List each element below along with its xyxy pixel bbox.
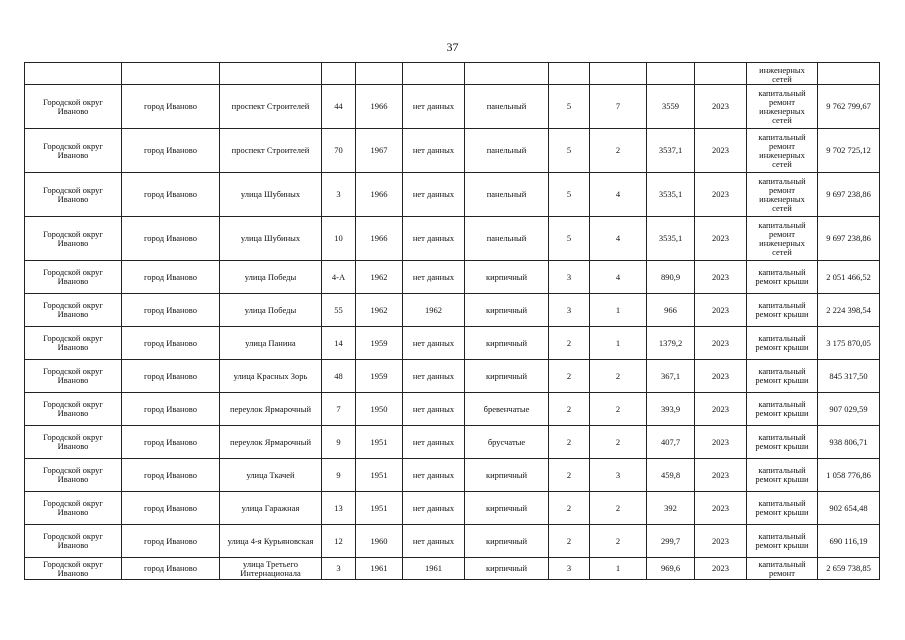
reconstruction-cell: нет данных <box>403 426 465 459</box>
table-row <box>25 85 880 129</box>
year-cell: 1966 <box>356 85 403 129</box>
reconstruction-cell: нет данных <box>403 173 465 217</box>
house-cell: 55 <box>322 294 356 327</box>
house-cell: 70 <box>322 129 356 173</box>
cost-cell: 690 116,19 <box>818 525 880 558</box>
city-cell: город Иваново <box>122 492 220 525</box>
street-cell: улица 4-я Курьяновская <box>220 525 322 558</box>
entrances-cell: 4 <box>590 261 647 294</box>
table-row <box>25 261 880 294</box>
street-cell: улица Гаражная <box>220 492 322 525</box>
cost-cell: 3 175 870,05 <box>818 327 880 360</box>
floors-cell: 2 <box>549 327 590 360</box>
house-cell: 3 <box>322 558 356 580</box>
work-type-cell: инженерных сетей <box>747 63 818 85</box>
entrances-cell: 4 <box>590 173 647 217</box>
cost-cell: 9 702 725,12 <box>818 129 880 173</box>
district-cell: Городской округ Иваново <box>25 294 122 327</box>
floors-cell: 5 <box>549 85 590 129</box>
entrances-cell: 1 <box>590 558 647 580</box>
house-cell <box>322 63 356 85</box>
city-cell: город Иваново <box>122 129 220 173</box>
reconstruction-cell: нет данных <box>403 261 465 294</box>
work-type-cell: капитальный ремонт крыши <box>747 393 818 426</box>
year-cell: 1951 <box>356 426 403 459</box>
year-cell: 1962 <box>356 261 403 294</box>
street-cell: улица Панина <box>220 327 322 360</box>
walls-cell: кирпичный <box>465 525 549 558</box>
house-cell: 13 <box>322 492 356 525</box>
entrances-cell: 1 <box>590 327 647 360</box>
year-cell: 1960 <box>356 525 403 558</box>
housing-repair-table <box>24 62 880 580</box>
area-cell: 966 <box>647 294 695 327</box>
cost-cell: 845 317,50 <box>818 360 880 393</box>
work-type-cell: капитальный ремонт крыши <box>747 360 818 393</box>
plan-year-cell <box>695 63 747 85</box>
city-cell: город Иваново <box>122 327 220 360</box>
street-cell: улица Третьего Интернационала <box>220 558 322 580</box>
plan-year-cell: 2023 <box>695 261 747 294</box>
table-row <box>25 459 880 492</box>
cost-cell: 907 029,59 <box>818 393 880 426</box>
work-type-cell: капитальный ремонт инженерных сетей <box>747 85 818 129</box>
area-cell: 393,9 <box>647 393 695 426</box>
walls-cell: панельный <box>465 217 549 261</box>
floors-cell: 2 <box>549 426 590 459</box>
reconstruction-cell: нет данных <box>403 129 465 173</box>
street-cell <box>220 63 322 85</box>
entrances-cell: 3 <box>590 459 647 492</box>
reconstruction-cell: нет данных <box>403 459 465 492</box>
street-cell: улица Ткачей <box>220 459 322 492</box>
district-cell: Городской округ Иваново <box>25 217 122 261</box>
floors-cell: 3 <box>549 294 590 327</box>
entrances-cell: 2 <box>590 360 647 393</box>
city-cell: город Иваново <box>122 261 220 294</box>
city-cell: город Иваново <box>122 85 220 129</box>
reconstruction-cell: нет данных <box>403 393 465 426</box>
cost-cell: 938 806,71 <box>818 426 880 459</box>
street-cell: проспект Строителей <box>220 85 322 129</box>
reconstruction-cell: нет данных <box>403 525 465 558</box>
work-type-cell: капитальный ремонт инженерных сетей <box>747 173 818 217</box>
table-row <box>25 217 880 261</box>
city-cell: город Иваново <box>122 525 220 558</box>
district-cell: Городской округ Иваново <box>25 327 122 360</box>
walls-cell: кирпичный <box>465 360 549 393</box>
entrances-cell: 2 <box>590 129 647 173</box>
work-type-cell: капитальный ремонт <box>747 558 818 580</box>
district-cell: Городской округ Иваново <box>25 261 122 294</box>
reconstruction-cell: нет данных <box>403 360 465 393</box>
floors-cell: 5 <box>549 129 590 173</box>
floors-cell: 2 <box>549 393 590 426</box>
year-cell: 1967 <box>356 129 403 173</box>
cost-cell <box>818 63 880 85</box>
house-cell: 9 <box>322 426 356 459</box>
floors-cell: 2 <box>549 459 590 492</box>
table-row <box>25 360 880 393</box>
plan-year-cell: 2023 <box>695 492 747 525</box>
year-cell: 1962 <box>356 294 403 327</box>
entrances-cell: 2 <box>590 525 647 558</box>
work-type-cell: капитальный ремонт крыши <box>747 426 818 459</box>
plan-year-cell: 2023 <box>695 294 747 327</box>
city-cell: город Иваново <box>122 217 220 261</box>
plan-year-cell: 2023 <box>695 393 747 426</box>
house-cell: 3 <box>322 173 356 217</box>
city-cell <box>122 63 220 85</box>
district-cell <box>25 63 122 85</box>
walls-cell: кирпичный <box>465 261 549 294</box>
street-cell: проспект Строителей <box>220 129 322 173</box>
year-cell: 1966 <box>356 173 403 217</box>
district-cell: Городской округ Иваново <box>25 492 122 525</box>
floors-cell: 5 <box>549 173 590 217</box>
work-type-cell: капитальный ремонт крыши <box>747 492 818 525</box>
entrances-cell <box>590 63 647 85</box>
cost-cell: 2 224 398,54 <box>818 294 880 327</box>
table-row <box>25 129 880 173</box>
street-cell: улица Шубиных <box>220 173 322 217</box>
walls-cell: кирпичный <box>465 327 549 360</box>
city-cell: город Иваново <box>122 459 220 492</box>
area-cell: 407,7 <box>647 426 695 459</box>
walls-cell: кирпичный <box>465 459 549 492</box>
table-row <box>25 492 880 525</box>
walls-cell: кирпичный <box>465 294 549 327</box>
area-cell: 3535,1 <box>647 217 695 261</box>
house-cell: 44 <box>322 85 356 129</box>
plan-year-cell: 2023 <box>695 173 747 217</box>
cost-cell: 9 762 799,67 <box>818 85 880 129</box>
table-body <box>25 63 880 580</box>
walls-cell: кирпичный <box>465 558 549 580</box>
area-cell: 3559 <box>647 85 695 129</box>
year-cell <box>356 63 403 85</box>
area-cell: 3535,1 <box>647 173 695 217</box>
area-cell: 969,6 <box>647 558 695 580</box>
walls-cell: панельный <box>465 85 549 129</box>
area-cell <box>647 63 695 85</box>
reconstruction-cell: нет данных <box>403 217 465 261</box>
plan-year-cell: 2023 <box>695 525 747 558</box>
walls-cell: кирпичный <box>465 492 549 525</box>
entrances-cell: 2 <box>590 426 647 459</box>
city-cell: город Иваново <box>122 360 220 393</box>
page-number: 37 <box>446 40 459 54</box>
street-cell: переулок Ярмарочный <box>220 426 322 459</box>
floors-cell: 2 <box>549 525 590 558</box>
area-cell: 367,1 <box>647 360 695 393</box>
reconstruction-cell: нет данных <box>403 327 465 360</box>
street-cell: улица Победы <box>220 261 322 294</box>
house-cell: 12 <box>322 525 356 558</box>
table-row-continuation <box>25 63 880 85</box>
floors-cell: 2 <box>549 492 590 525</box>
plan-year-cell: 2023 <box>695 360 747 393</box>
year-cell: 1959 <box>356 360 403 393</box>
area-cell: 3537,1 <box>647 129 695 173</box>
reconstruction-cell <box>403 63 465 85</box>
plan-year-cell: 2023 <box>695 85 747 129</box>
plan-year-cell: 2023 <box>695 459 747 492</box>
cost-cell: 1 058 776,86 <box>818 459 880 492</box>
work-type-cell: капитальный ремонт крыши <box>747 261 818 294</box>
street-cell: переулок Ярмарочный <box>220 393 322 426</box>
floors-cell: 5 <box>549 217 590 261</box>
work-type-cell: капитальный ремонт крыши <box>747 525 818 558</box>
floors-cell: 3 <box>549 558 590 580</box>
work-type-cell: капитальный ремонт крыши <box>747 459 818 492</box>
cost-cell: 2 659 738,85 <box>818 558 880 580</box>
area-cell: 1379,2 <box>647 327 695 360</box>
entrances-cell: 1 <box>590 294 647 327</box>
district-cell: Городской округ Иваново <box>25 173 122 217</box>
area-cell: 392 <box>647 492 695 525</box>
house-cell: 9 <box>322 459 356 492</box>
cost-cell: 902 654,48 <box>818 492 880 525</box>
work-type-cell: капитальный ремонт инженерных сетей <box>747 129 818 173</box>
table-row <box>25 558 880 580</box>
entrances-cell: 7 <box>590 85 647 129</box>
entrances-cell: 2 <box>590 393 647 426</box>
city-cell: город Иваново <box>122 426 220 459</box>
table-row <box>25 426 880 459</box>
plan-year-cell: 2023 <box>695 426 747 459</box>
walls-cell: панельный <box>465 129 549 173</box>
reconstruction-cell: 1961 <box>403 558 465 580</box>
walls-cell: брусчатые <box>465 426 549 459</box>
year-cell: 1966 <box>356 217 403 261</box>
street-cell: улица Шубиных <box>220 217 322 261</box>
entrances-cell: 4 <box>590 217 647 261</box>
year-cell: 1961 <box>356 558 403 580</box>
work-type-cell: капитальный ремонт крыши <box>747 294 818 327</box>
house-cell: 7 <box>322 393 356 426</box>
floors-cell: 2 <box>549 360 590 393</box>
table-row <box>25 393 880 426</box>
district-cell: Городской округ Иваново <box>25 459 122 492</box>
house-cell: 10 <box>322 217 356 261</box>
entrances-cell: 2 <box>590 492 647 525</box>
district-cell: Городской округ Иваново <box>25 426 122 459</box>
work-type-cell: капитальный ремонт инженерных сетей <box>747 217 818 261</box>
cost-cell: 9 697 238,86 <box>818 217 880 261</box>
city-cell: город Иваново <box>122 558 220 580</box>
house-cell: 14 <box>322 327 356 360</box>
district-cell: Городской округ Иваново <box>25 85 122 129</box>
plan-year-cell: 2023 <box>695 558 747 580</box>
city-cell: город Иваново <box>122 173 220 217</box>
table-row <box>25 173 880 217</box>
floors-cell: 3 <box>549 261 590 294</box>
house-cell: 4-А <box>322 261 356 294</box>
year-cell: 1951 <box>356 492 403 525</box>
floors-cell <box>549 63 590 85</box>
district-cell: Городской округ Иваново <box>25 393 122 426</box>
year-cell: 1950 <box>356 393 403 426</box>
reconstruction-cell: нет данных <box>403 85 465 129</box>
house-cell: 48 <box>322 360 356 393</box>
city-cell: город Иваново <box>122 393 220 426</box>
street-cell: улица Красных Зорь <box>220 360 322 393</box>
walls-cell <box>465 63 549 85</box>
year-cell: 1951 <box>356 459 403 492</box>
district-cell: Городской округ Иваново <box>25 129 122 173</box>
work-type-cell: капитальный ремонт крыши <box>747 327 818 360</box>
street-cell: улица Победы <box>220 294 322 327</box>
cost-cell: 2 051 466,52 <box>818 261 880 294</box>
plan-year-cell: 2023 <box>695 327 747 360</box>
district-cell: Городской округ Иваново <box>25 558 122 580</box>
plan-year-cell: 2023 <box>695 217 747 261</box>
table-row <box>25 327 880 360</box>
area-cell: 890,9 <box>647 261 695 294</box>
city-cell: город Иваново <box>122 294 220 327</box>
table-row <box>25 525 880 558</box>
area-cell: 459,8 <box>647 459 695 492</box>
reconstruction-cell: 1962 <box>403 294 465 327</box>
table-row <box>25 294 880 327</box>
district-cell: Городской округ Иваново <box>25 525 122 558</box>
area-cell: 299,7 <box>647 525 695 558</box>
plan-year-cell: 2023 <box>695 129 747 173</box>
district-cell: Городской округ Иваново <box>25 360 122 393</box>
walls-cell: бревенчатые <box>465 393 549 426</box>
cost-cell: 9 697 238,86 <box>818 173 880 217</box>
walls-cell: панельный <box>465 173 549 217</box>
reconstruction-cell: нет данных <box>403 492 465 525</box>
year-cell: 1959 <box>356 327 403 360</box>
